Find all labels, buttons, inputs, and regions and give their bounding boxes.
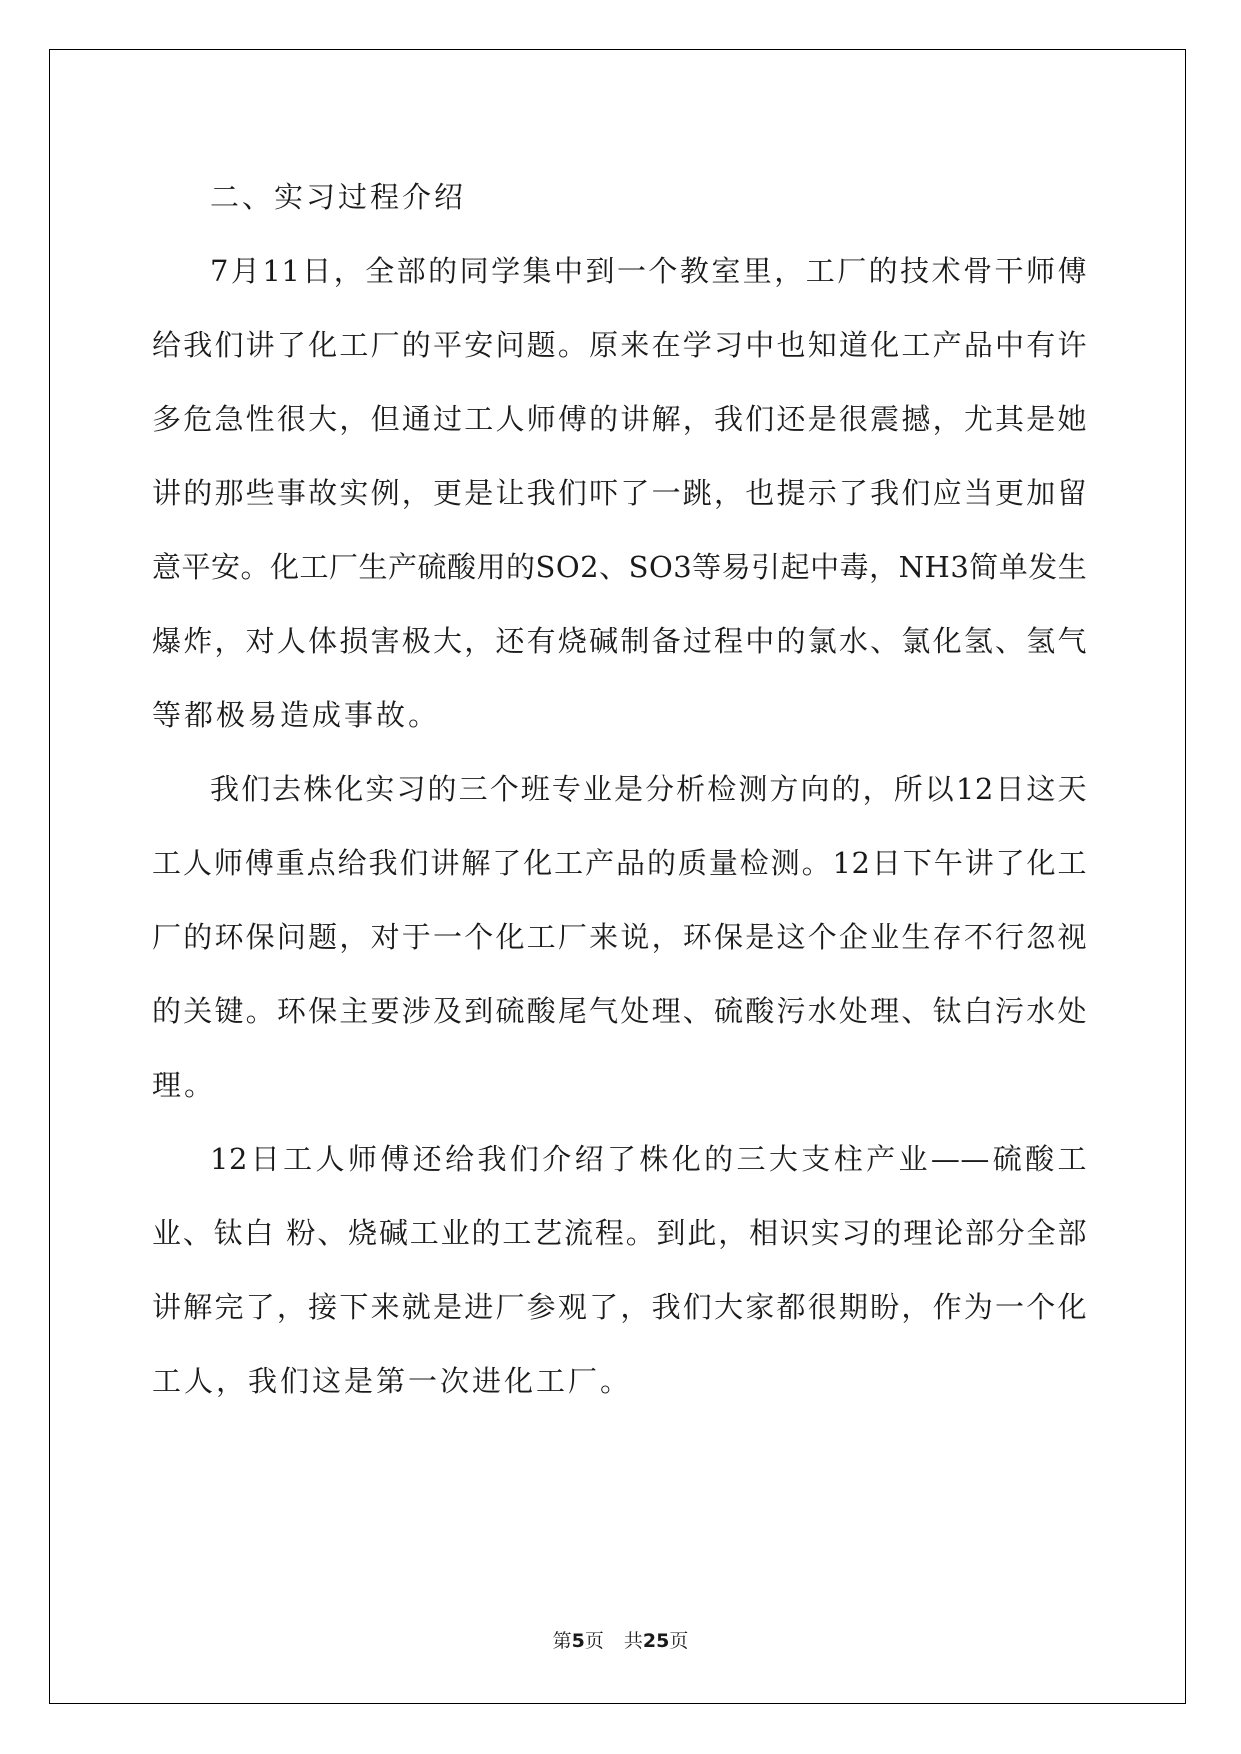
total-suffix: 页 (669, 1630, 689, 1652)
paragraph-line: 意平安。化工厂生产硫酸用的SO2、SO3等易引起中毒，NH3简单发生 (152, 550, 1088, 584)
paragraph-line: 我们去株化实习的三个班专业是分析检测方向的，所以12日这天 (210, 772, 1087, 806)
total-prefix: 共 (623, 1630, 643, 1652)
total-pages: 25 (642, 1630, 670, 1652)
paragraph-line: 爆炸，对人体损害极大，还有烧碱制备过程中的氯水、氯化氢、氢气 (152, 624, 1087, 658)
paragraph-line: 12日工人师傅还给我们介绍了株化的三大支柱产业——硫酸工 (210, 1142, 1087, 1176)
page-suffix: 页 (584, 1630, 604, 1652)
paragraph-line: 讲的那些事故实例，更是让我们吓了一跳，也提示了我们应当更加留 (152, 476, 1087, 510)
paragraph-line: 等都极易造成事故。 (152, 698, 441, 732)
paragraph-line: 工人师傅重点给我们讲解了化工产品的质量检测。12日下午讲了化工 (152, 846, 1087, 880)
paragraph-line: 厂的环保问题，对于一个化工厂来说，环保是这个企业生存不行忽视 (152, 920, 1087, 954)
paragraph (152, 1122, 1087, 1418)
paragraph (152, 752, 1087, 1122)
page-number: 5 (571, 1630, 585, 1652)
paragraph-line: 给我们讲了化工厂的平安问题。原来在学习中也知道化工产品中有许 (152, 328, 1087, 362)
paragraph-line: 讲解完了，接下来就是进厂参观了，我们大家都很期盼，作为一个化 (152, 1290, 1087, 1324)
paragraph-line: 业、钛白 粉、烧碱工业的工艺流程。到此，相识实习的理论部分全部 (152, 1216, 1087, 1250)
paragraph-line: 7月11日，全部的同学集中到一个教室里，工厂的技术骨干师傅 (210, 254, 1087, 288)
page-footer (0, 1626, 1241, 1653)
section-heading: 二、实习过程介绍 (210, 180, 467, 214)
paragraph-line: 工人，我们这是第一次进化工厂。 (152, 1364, 633, 1398)
paragraph-line: 理。 (152, 1068, 217, 1102)
page-prefix: 第 (552, 1630, 572, 1652)
paragraph-line: 的关键。环保主要涉及到硫酸尾气处理、硫酸污水处理、钛白污水处 (152, 994, 1087, 1028)
document-body (152, 160, 1087, 1418)
paragraph (152, 234, 1087, 752)
paragraph-line: 多危急性很大，但通过工人师傅的讲解，我们还是很震撼，尤其是她 (152, 402, 1087, 436)
